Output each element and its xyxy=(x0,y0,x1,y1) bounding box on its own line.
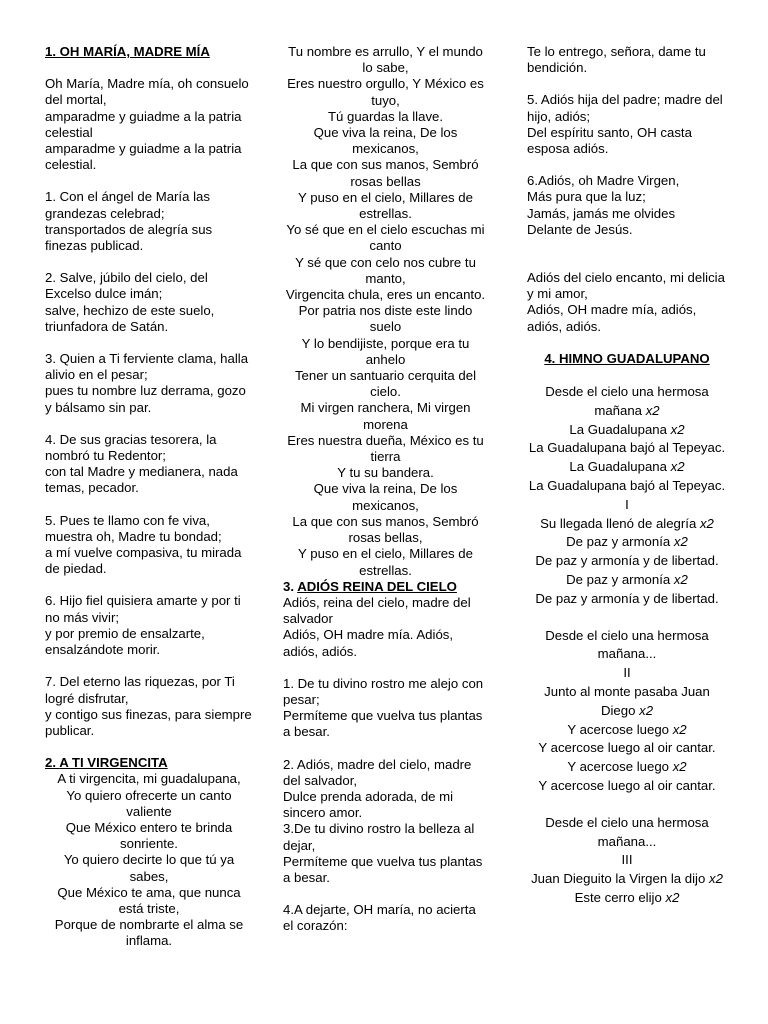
column-1 xyxy=(45,44,253,950)
song-3-stanza-5: 5. Adiós hija del padre; madre del hijo, adiós; Del espíritu santo, OH casta esposa adiós. xyxy=(527,92,723,157)
song-3-intro: Adiós, reina del cielo, madre del salvador Adiós, OH madre mía. Adiós, adiós, adiós. xyxy=(283,594,471,659)
column-3 xyxy=(527,44,727,908)
song-3-stanza-6: 6.Adiós, oh Madre Virgen, Más pura que la luz; Jamás, jamás me olvides Delante de Jesús. xyxy=(527,173,680,237)
song-1-stanza-3: 3. Quien a Ti ferviente clama, halla alivio en el pesar; pues tu nombre luz derrama, gozo y bálsamo sin par. xyxy=(45,351,249,415)
song-3-stanza-1: 1. De tu divino rostro me alejo con pesar; Permíteme que vuelva tus plantas a besar. xyxy=(283,675,484,740)
song-1-stanza-7: 7. Del eterno las riquezas, por Ti logré disfrutar, y contigo sus finezas, para siempre publicar. xyxy=(45,674,252,738)
song-3-outro: Adiós del cielo encanto, mi delicia y mi amor, Adiós, OH madre mía, adiós, adiós, adiós. xyxy=(527,270,725,334)
song-1-stanza-1: 1. Con el ángel de María las grandezas celebrad; transportados de alegría sus finezas publicad. xyxy=(45,189,213,254)
song-2-lyrics-continued: Tu nombre es arrullo, Y el mundo lo sabe, Eres nuestro orgullo, Y México es tuyo, Tú guardas la llave. Que viva la reina, De los mexicanos, La que con sus manos, Sembró rosas bellas Y puso en el cielo, Millares de estrellas. Yo sé que en el cielo escuchas mi canto Y sé que con celo nos cubre tu manto, Virgencita chula, eres un encanto. Por patria nos diste este lindo suelo Y lo bendijiste, porque era tu anhelo Tener un santuario cerquita del cielo. Mi virgen ranchera, Mi virgen morena Eres nuestra dueña, México es tu tierra Y tu su bandera. Que viva la reina, De los mexicanos, La que con sus manos, Sembró rosas bellas, Y puso en el cielo, Millares de estrellas. xyxy=(285,44,486,578)
song-3-stanza-2-3: 2. Adiós, madre del cielo, madre del salvador, Dulce prenda adorada, de mi sincero amor. 3.De tu divino rostro la belleza al dejar, Permíteme que vuelva tus plantas a besar. xyxy=(283,756,483,885)
song-2-lyrics: A ti virgencita, mi guadalupana, Yo quiero ofrecerte un canto valiente Que México entero te brinda sonriente. Yo quiero decirte lo que tú ya sabes, Que México te ama, que nunca está triste, Porque de nombrarte el alma se inflama. xyxy=(54,771,244,949)
song-1-stanza-6: 6. Hijo fiel quisiera amarte y por ti no más vivir; y por premio de ensalzarte, ensalzándote morir. xyxy=(45,593,241,658)
song-4-lyrics: Desde el cielo una hermosa mañana x2 La Guadalupana x2 La Guadalupana bajó al Tepeyac. La Guadalupana x2 La Guadalupana bajó al Tepeyac. I Su llegada llenó de alegría x2 De paz y armonía x2 De paz y armonía y de libertad. De paz y armonía x2 De paz y armonía y de libertad. Desde el cielo una hermosa mañana... II Junto al monte pasaba Juan Diego x2 Y acercose luego x2 Y acercose luego al oir cantar. Y acercose luego x2 Y acercose luego al oir cantar. Desde el cielo una hermosa mañana... III Juan Dieguito la Virgen la dijo x2 Este cerro elijo x2 xyxy=(528,384,726,905)
song-4-title: 4. HIMNO GUADALUPANO xyxy=(544,350,710,366)
song-3-stanza-4: 4.A dejarte, OH maría, no acierta el corazón: xyxy=(283,902,476,934)
song-2-title: 2. A TI VIRGENCITA xyxy=(45,755,168,771)
song-3-stanza-4-continued: Te lo entrego, señora, dame tu bendición. xyxy=(527,44,706,76)
song-1-title: 1. OH MARÍA, MADRE MÍA xyxy=(45,44,210,59)
song-1-stanza-2: 2. Salve, júbilo del cielo, del Excelso dulce imán; salve, hechizo de este suelo, triunfadora de Satán. xyxy=(45,270,215,334)
song-3-title: 3. ADIÓS REINA DEL CIELO xyxy=(283,578,457,594)
song-1-intro: Oh María, Madre mía, oh consuelo del mortal, amparadme y guiadme a la patria celestial amparadme y guiadme a la patria celestial. xyxy=(45,76,249,173)
song-1-stanza-5: 5. Pues te llamo con fe viva, muestra oh, Madre tu bondad; a mí vuelve compasiva, tu mirada de piedad. xyxy=(45,512,242,577)
song-1-stanza-4: 4. De sus gracias tesorera, la nombró tu Redentor; con tal Madre y medianera, nada temas, pecador. xyxy=(45,431,238,496)
column-2 xyxy=(283,44,488,935)
